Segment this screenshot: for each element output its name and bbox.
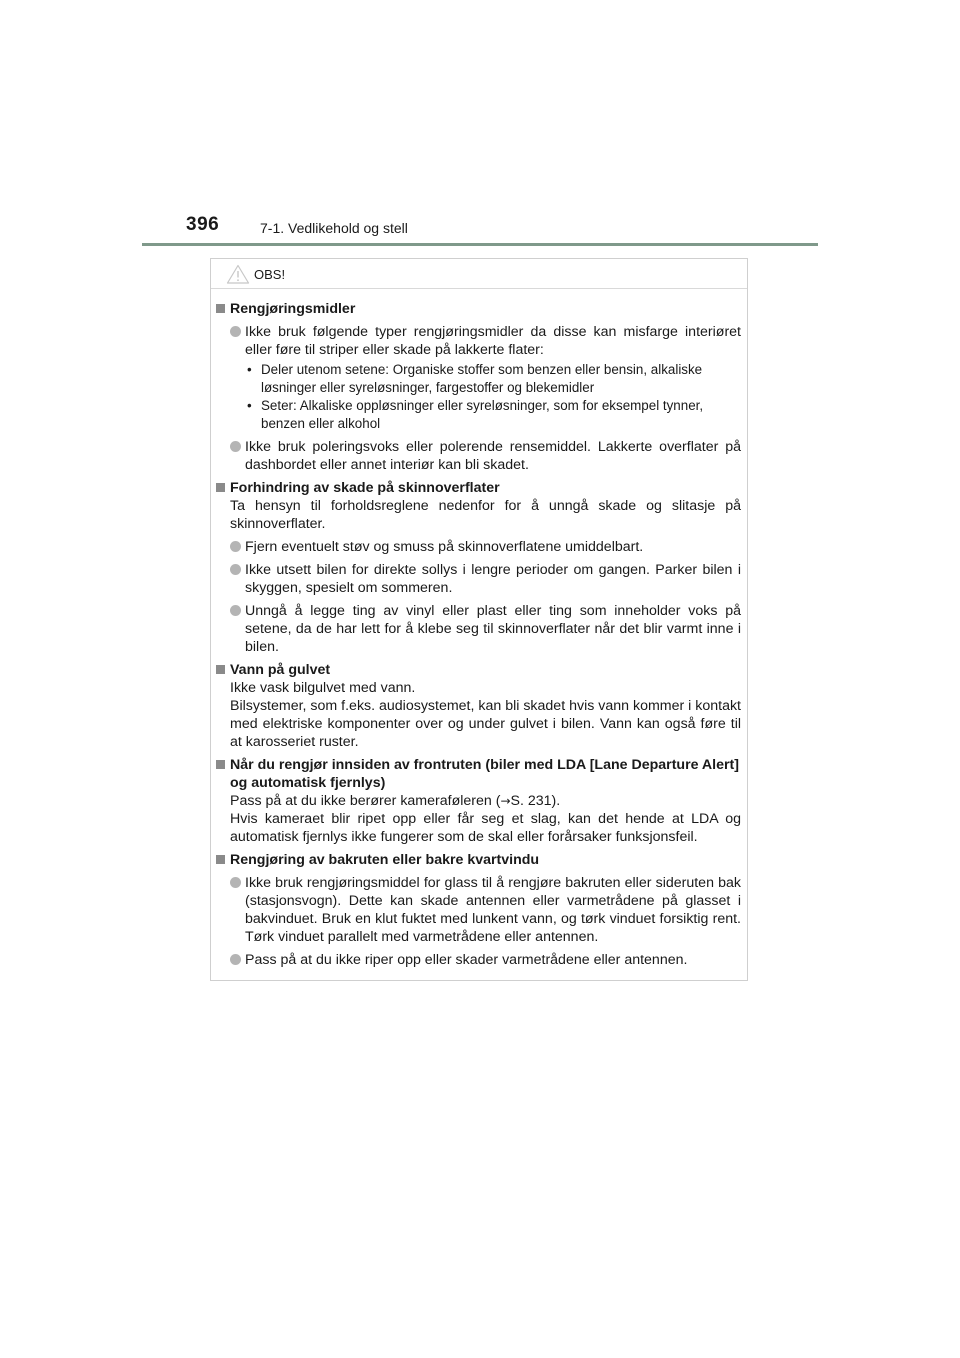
circle-bullet-icon xyxy=(230,877,241,888)
section-body: Ta hensyn til forholdsreglene nedenfor for å unngå skade og slitasje på skinnoverflater. xyxy=(230,498,741,532)
section-windshield xyxy=(215,756,741,846)
list-item-text: Ikke bruk rengjøringsmiddel for glass til å rengjøre bakruten eller sideruten bak (stasjonsvogn). Dette kan skade antennen eller varmetrådene på glasset i bakvinduet. Bruk en klut fuktet med lunkent vann, og tørk vinduet forsiktig rent. Tørk vinduet parallelt med varmetrådene eller antennen. xyxy=(245,875,741,945)
square-bullet-icon xyxy=(216,483,225,492)
page-reference-link[interactable]: S. 231). xyxy=(510,793,561,809)
section-heading-text: Rengjøringsmidler xyxy=(230,301,356,317)
list-item-text: Unngå å legge ting av vinyl eller plast eller ting som inneholder voks på setene, da de har lett for å klebe seg til skinnoverflater når det blir varmt inne i bilen. xyxy=(245,603,741,655)
dot-bullet-icon: • xyxy=(247,362,252,377)
list-item xyxy=(215,602,741,656)
square-bullet-icon xyxy=(216,304,225,313)
warning-triangle-icon xyxy=(226,264,250,284)
list-item xyxy=(215,438,741,474)
section-title: 7-1. Vedlikehold og stell xyxy=(260,220,408,236)
list-item-text: Fjern eventuelt støv og smuss på skinnoverflatene umiddelbart. xyxy=(245,539,644,555)
list-item xyxy=(215,874,741,946)
section-body: Ikke vask bilgulvet med vann. xyxy=(230,680,416,696)
list-item-text: Ikke bruk poleringsvoks eller polerende rensemiddel. Lakkerte overflater på dashbordet eller annet interiør kan bli skadet. xyxy=(245,439,741,473)
list-item-text: Pass på at du ikke riper opp eller skader varmetrådene eller antennen. xyxy=(245,952,688,968)
square-bullet-icon xyxy=(216,855,225,864)
circle-bullet-icon xyxy=(230,564,241,575)
list-item xyxy=(215,323,741,359)
sub-item-text: Deler utenom setene: Organiske stoffer som benzen eller bensin, alkaliske løsninger eller syreløsninger, fargestoffer og blekemidler xyxy=(261,362,703,395)
arrow-icon: → xyxy=(500,794,511,808)
caution-content xyxy=(211,289,747,969)
section-body: Hvis kameraet blir ripet opp eller får seg et slag, kan det hende at LDA og automatisk fjernlys ikke fungerer som de skal eller forårsaker funksjonsfeil. xyxy=(230,811,741,845)
header-rule xyxy=(142,243,818,246)
section-heading-text: Forhindring av skade på skinnoverflater xyxy=(230,480,500,496)
section-body xyxy=(230,792,741,810)
sub-item xyxy=(247,397,741,433)
section-heading-text: Når du rengjør innsiden av frontruten (biler med LDA [Lane Departure Alert] og automatisk fjernlys) xyxy=(230,757,739,791)
circle-bullet-icon xyxy=(230,326,241,337)
section-water-floor xyxy=(215,661,741,751)
caution-header xyxy=(211,259,747,289)
body-text-pre: Pass på at du ikke berører kameraføleren ( xyxy=(230,793,501,809)
section-heading xyxy=(215,756,741,792)
list-item-text: Ikke bruk følgende typer rengjøringsmidler da disse kan misfarge interiøret eller føre til striper eller skade på lakkerte flater: xyxy=(245,324,741,358)
caution-box xyxy=(210,258,748,981)
section-rear-window xyxy=(215,851,741,969)
section-heading xyxy=(215,479,741,497)
list-item xyxy=(215,538,741,556)
section-heading xyxy=(215,661,741,679)
section-heading-text: Rengjøring av bakruten eller bakre kvartvindu xyxy=(230,852,540,868)
circle-bullet-icon xyxy=(230,541,241,552)
sub-item-text: Seter: Alkaliske oppløsninger eller syreløsninger, som for eksempel tynner, benzen eller alkohol xyxy=(261,398,704,431)
list-item xyxy=(215,561,741,597)
list-item xyxy=(215,951,741,969)
section-body: Bilsystemer, som f.eks. audiosystemet, kan bli skadet hvis vann kommer i kontakt med elektriske komponenter over og under gulvet i bilen. Vann kan også føre til at karosseriet ruster. xyxy=(230,698,741,750)
dot-bullet-icon: • xyxy=(247,398,252,413)
square-bullet-icon xyxy=(216,665,225,674)
caution-title: OBS! xyxy=(254,266,286,282)
list-item-text: Ikke utsett bilen for direkte sollys i lengre perioder om gangen. Parker bilen i skyggen, spesielt om sommeren. xyxy=(245,562,741,596)
section-leather xyxy=(215,479,741,656)
section-heading xyxy=(215,851,741,869)
sub-item xyxy=(247,361,741,397)
section-heading xyxy=(215,300,741,318)
circle-bullet-icon xyxy=(230,441,241,452)
circle-bullet-icon xyxy=(230,605,241,616)
section-cleaning-agents xyxy=(215,300,741,474)
page-number: 396 xyxy=(186,214,220,235)
section-heading-text: Vann på gulvet xyxy=(230,662,331,678)
square-bullet-icon xyxy=(216,760,225,769)
circle-bullet-icon xyxy=(230,954,241,965)
